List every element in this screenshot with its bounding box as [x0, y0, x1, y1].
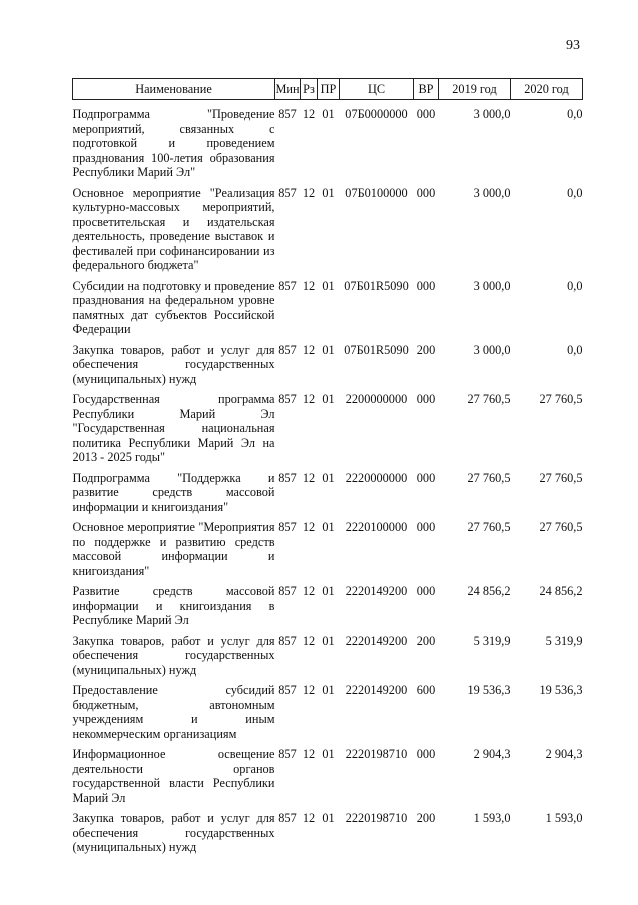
- row-pr: 01: [322, 520, 335, 534]
- row-cs: 2220198710: [345, 747, 408, 761]
- header-pr: ПР: [318, 79, 340, 100]
- row-rz: 12: [302, 278, 316, 293]
- row-2019-value: 27 760,5: [467, 392, 511, 406]
- row-name: Государственная программа Республики Марий Эл "Государственная национальная политика Республики Марий Эл на 2013 - 2025 годы": [72, 392, 275, 464]
- row-min: 857: [278, 392, 297, 406]
- table-row: [73, 465, 583, 515]
- row-min: 857: [278, 584, 297, 598]
- row-cs: 2220198710: [345, 811, 408, 825]
- row-vr: 000: [416, 584, 436, 598]
- row-rz: 12: [302, 683, 316, 697]
- row-cs: 2220100000: [345, 520, 408, 534]
- row-rz: 12: [302, 520, 316, 534]
- row-pr: 01: [322, 811, 335, 825]
- table-row: [73, 386, 583, 465]
- row-min: 857: [278, 185, 297, 200]
- header-rz: Рз: [301, 79, 318, 100]
- header-2019: 2019 год: [439, 79, 511, 100]
- row-cs: 2220149200: [345, 584, 408, 598]
- row-pr: 01: [322, 278, 335, 293]
- row-name: Подпрограмма "Поддержка и развитие средств массовой информации и книгоиздания": [72, 470, 275, 514]
- page-number: 93: [566, 38, 580, 53]
- row-2019-value: 5 319,9: [473, 633, 511, 648]
- row-min: 857: [278, 107, 297, 121]
- row-vr: 200: [416, 633, 436, 648]
- row-vr: 000: [416, 470, 436, 485]
- header-row: [73, 79, 583, 100]
- row-vr: 000: [416, 107, 436, 121]
- row-pr: 01: [322, 584, 335, 598]
- row-min: 857: [278, 633, 297, 648]
- row-rz: 12: [302, 584, 316, 598]
- row-cs: 2220149200: [345, 633, 408, 648]
- row-pr: 01: [322, 683, 335, 697]
- row-cs: 07Б01R5090: [344, 278, 409, 293]
- row-cs: 07Б01R5090: [344, 342, 409, 357]
- row-pr: 01: [322, 470, 335, 485]
- row-cs: 07Б0100000: [345, 185, 408, 200]
- row-pr: 01: [322, 392, 335, 406]
- row-pr: 01: [322, 747, 335, 761]
- table-row: [73, 180, 583, 273]
- row-pr: 01: [322, 107, 335, 121]
- row-2020-value: 0,0: [567, 185, 583, 200]
- row-rz: 12: [302, 470, 316, 485]
- header-min: Мин: [275, 79, 301, 100]
- row-2020-value: 27 760,5: [539, 520, 583, 534]
- header-2020: 2020 год: [511, 79, 583, 100]
- table-row: [73, 677, 583, 741]
- row-pr: 01: [322, 633, 335, 648]
- table-row: [73, 741, 583, 805]
- row-min: 857: [278, 278, 297, 293]
- row-2020-value: 19 536,3: [539, 683, 583, 697]
- row-2019-value: 3 000,0: [473, 278, 511, 293]
- row-vr: 200: [416, 342, 436, 357]
- row-rz: 12: [302, 107, 316, 121]
- row-pr: 01: [322, 342, 335, 357]
- row-rz: 12: [302, 811, 316, 825]
- row-2019-value: 19 536,3: [467, 683, 511, 697]
- row-cs: 2220000000: [345, 470, 408, 485]
- row-min: 857: [278, 470, 297, 485]
- row-min: 857: [278, 811, 297, 825]
- row-2020-value: 1 593,0: [545, 811, 583, 825]
- row-min: 857: [278, 342, 297, 357]
- header-cs: ЦС: [340, 79, 414, 100]
- row-name: Основное мероприятие "Реализация культурно-массовых мероприятий, просветительская и издательская деятельность, проведение выставок и фестивалей при софинансировании из федерального бюджета": [72, 185, 275, 272]
- table-row: [73, 273, 583, 337]
- budget-table: [72, 78, 583, 855]
- row-cs: 2220149200: [345, 683, 408, 697]
- row-name: Закупка товаров, работ и услуг для обеспечения государственных (муниципальных) нужд: [72, 342, 275, 386]
- row-min: 857: [278, 520, 297, 534]
- row-rz: 12: [302, 185, 316, 200]
- row-name: Подпрограмма "Проведение мероприятий, связанных с подготовкой и проведением празднования 100-летия образования Республики Марий Эл": [72, 107, 275, 179]
- row-2019-value: 1 593,0: [473, 811, 511, 825]
- row-2020-value: 0,0: [567, 107, 583, 121]
- table-row: [73, 578, 583, 628]
- row-2020-value: 0,0: [567, 278, 583, 293]
- table-row: [73, 805, 583, 855]
- row-2019-value: 3 000,0: [473, 107, 511, 121]
- row-2019-value: 24 856,2: [467, 584, 511, 598]
- header-vr: ВР: [414, 79, 439, 100]
- row-name: Предоставление субсидий бюджетным, автономным учреждениям и иным некоммерческим организациям: [72, 683, 275, 741]
- table-row: [73, 337, 583, 387]
- row-vr: 200: [416, 811, 436, 825]
- row-vr: 000: [416, 392, 436, 406]
- row-min: 857: [278, 747, 297, 761]
- row-name: Информационное освещение деятельности органов государственной власти Республики Марий Эл: [72, 747, 275, 805]
- row-2019-value: 27 760,5: [467, 520, 511, 534]
- row-name: Основное мероприятие "Мероприятия по поддержке и развитию средств массовой информации и книгоиздания": [72, 520, 275, 578]
- table-row: [73, 514, 583, 578]
- row-2019-value: 2 904,3: [473, 747, 511, 761]
- row-name: Закупка товаров, работ и услуг для обеспечения государственных (муниципальных) нужд: [72, 633, 275, 677]
- table-row: [73, 100, 583, 180]
- header-name: Наименование: [73, 79, 275, 100]
- row-cs: 2200000000: [345, 392, 408, 406]
- row-2020-value: 2 904,3: [545, 747, 583, 761]
- row-vr: 000: [416, 278, 436, 293]
- row-2019-value: 3 000,0: [473, 342, 511, 357]
- row-2020-value: 5 319,9: [545, 633, 583, 648]
- row-2020-value: 0,0: [567, 342, 583, 357]
- row-rz: 12: [302, 392, 316, 406]
- row-rz: 12: [302, 342, 316, 357]
- row-vr: 000: [416, 747, 436, 761]
- table-row: [73, 628, 583, 678]
- row-vr: 000: [416, 520, 436, 534]
- row-2020-value: 27 760,5: [539, 470, 583, 485]
- row-2019-value: 27 760,5: [467, 470, 511, 485]
- row-2020-value: 27 760,5: [539, 392, 583, 406]
- row-rz: 12: [302, 633, 316, 648]
- row-pr: 01: [322, 185, 335, 200]
- row-cs: 07Б0000000: [345, 107, 408, 121]
- row-vr: 600: [416, 683, 436, 697]
- row-name: Развитие средств массовой информации и книгоиздания в Республике Марий Эл: [72, 584, 275, 627]
- row-2020-value: 24 856,2: [539, 584, 583, 598]
- row-vr: 000: [416, 185, 436, 200]
- row-name: Закупка товаров, работ и услуг для обеспечения государственных (муниципальных) нужд: [72, 811, 275, 854]
- row-2019-value: 3 000,0: [473, 185, 511, 200]
- row-rz: 12: [302, 747, 316, 761]
- row-min: 857: [278, 683, 297, 697]
- row-name: Субсидии на подготовку и проведение празднования на федеральном уровне памятных дат субъектов Российской Федерации: [72, 278, 275, 336]
